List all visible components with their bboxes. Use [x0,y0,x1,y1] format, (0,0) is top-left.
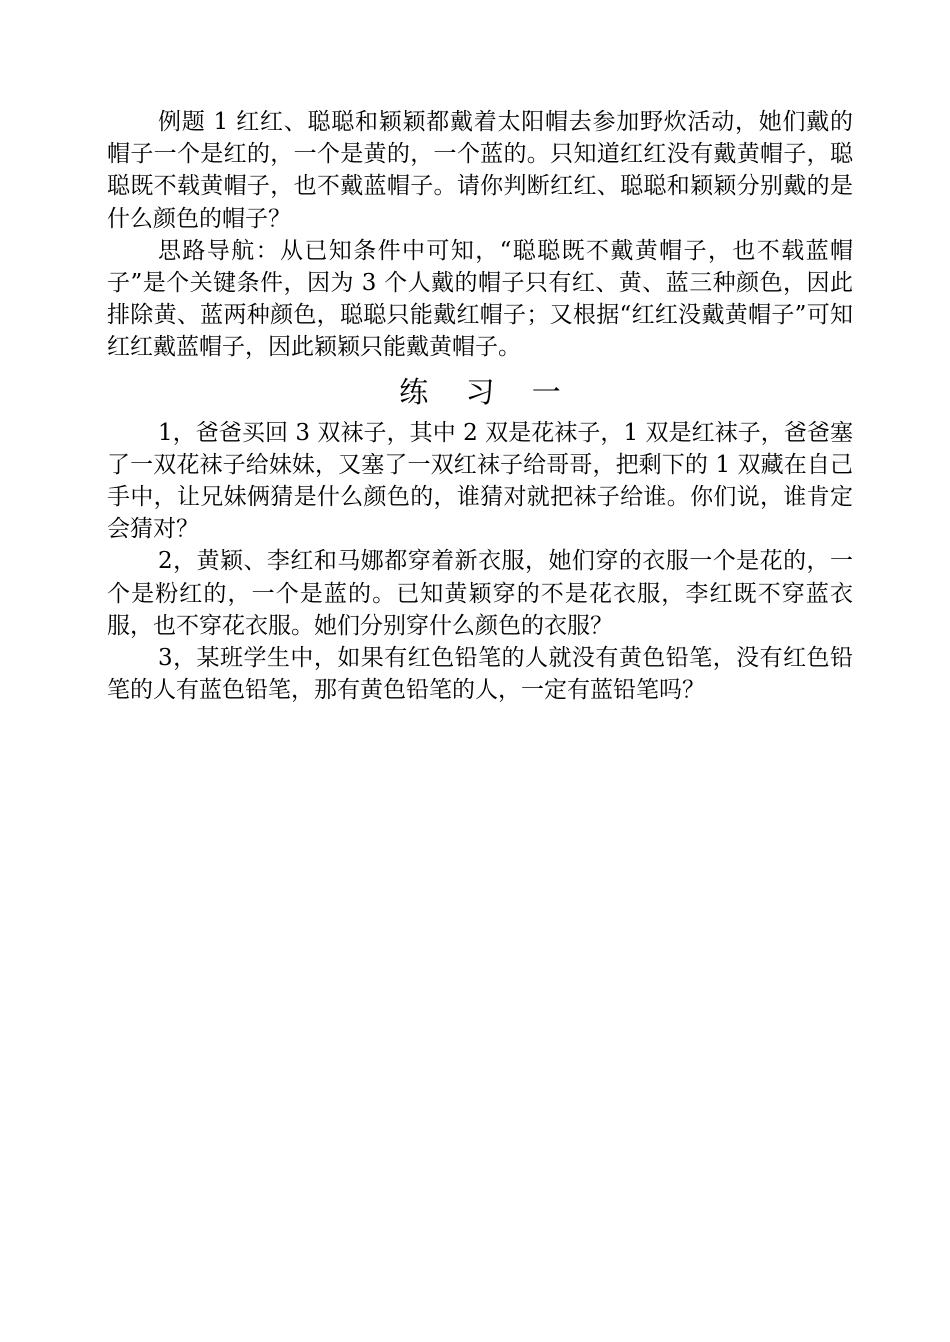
exercise-item-1: 1，爸爸买回 3 双袜子，其中 2 双是花袜子，1 双是红袜子，爸爸塞了一双花袜子给妹妹，又塞了一双红袜子给哥哥，把剩下的 1 双藏在自己手中，让兄妹俩猜是什么颜色的，谁猜对就把袜子给谁。你们说，谁肯定会猜对？ [107,419,853,543]
exercise-item-3: 3，某班学生中，如果有红色铅笔的人就没有黄色铅笔，没有红色铅笔的人有蓝色铅笔，那有黄色铅笔的人，一定有蓝铅笔吗？ [107,645,853,704]
example-question: 例题 1 红红、聪聪和颖颖都戴着太阳帽去参加野炊活动，她们戴的帽子一个是红的，一个是黄的，一个蓝的。只知道红红没有戴黄帽子，聪聪既不载黄帽子，也不戴蓝帽子。请你判断红红、聪聪和颖颖分别戴的是什么颜色的帽子？ [107,109,853,232]
document-page [107,106,853,706]
exercise-title: 练 习 一 [399,374,575,409]
example-solution: 思路导航：从已知条件中可知，“聪聪既不戴黄帽子，也不载蓝帽子”是个关键条件，因为 3 个人戴的帽子只有红、黄、蓝三种颜色，因此排除黄、蓝两种颜色，聪聪只能戴红帽子；又根据“红红没戴黄帽子”可知红红戴蓝帽子，因此颖颖只能戴黄帽子。 [107,237,853,361]
exercise-item-2: 2，黄颖、李红和马娜都穿着新衣服，她们穿的衣服一个是花的，一个是粉红的，一个是蓝的。已知黄颖穿的不是花衣服，李红既不穿蓝衣服，也不穿花衣服。她们分别穿什么颜色的衣服？ [107,548,853,639]
